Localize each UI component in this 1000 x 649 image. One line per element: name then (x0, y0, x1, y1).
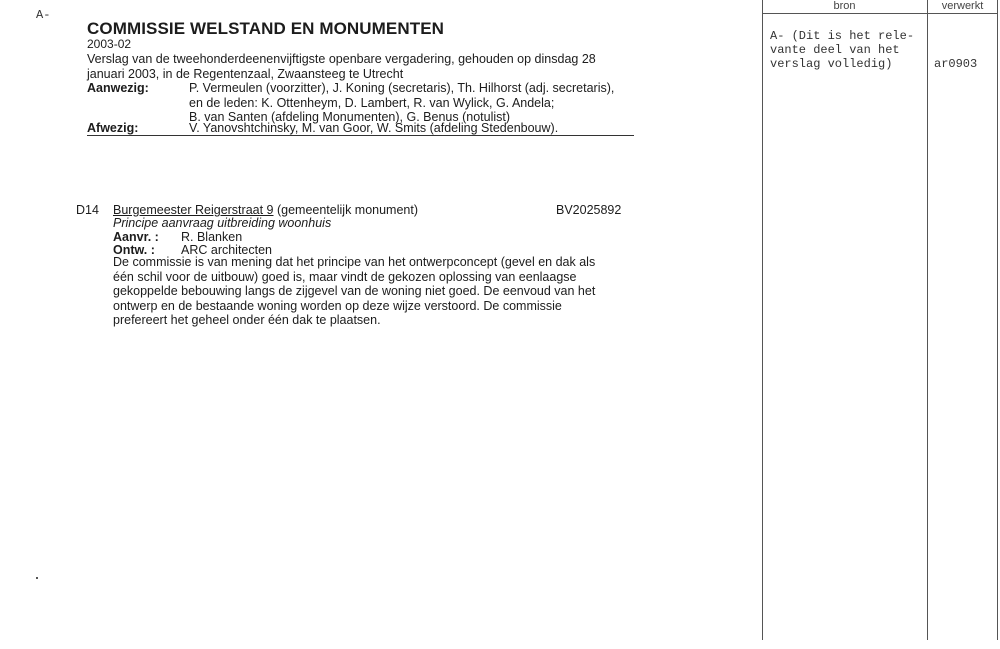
advice-line: De commissie is van mening dat het principe van het ontwerpconcept (gevel en dak als (113, 255, 596, 269)
absent-label: Afwezig: (87, 121, 139, 135)
document-title: COMMISSIE WELSTAND EN MONUMENTEN (87, 19, 445, 38)
present-line: en de leden: K. Ottenheym, D. Lambert, R. van Wylick, G. Andela; (189, 95, 555, 110)
column-header-processed: verwerkt (941, 0, 984, 12)
applicant-value: R. Blanken (181, 230, 243, 244)
item-code: D14 (76, 203, 99, 217)
source-note (770, 29, 925, 71)
advice-line: prefereert het geheel onder één dak te plaatsen. (113, 313, 381, 328)
source-note-line: verslag volledig) (770, 57, 893, 71)
present-line: P. Vermeulen (voorzitter), J. Koning (secretaris), Th. Hilhorst (adj. secretaris), (189, 81, 615, 95)
item-address (113, 203, 418, 217)
item-advice-text (113, 255, 618, 328)
processed-code: ar0903 (934, 57, 978, 71)
sidebar-left-rule (762, 0, 763, 640)
applicant-label: Aanvr. : (113, 230, 159, 244)
present-list (189, 81, 639, 125)
designer-label: Ontw. : (113, 243, 155, 257)
sidebar-middle-rule (927, 0, 928, 640)
designer-value: ARC architecten (181, 243, 273, 257)
file-number: BV2025892 (556, 203, 622, 217)
address-link: Burgemeester Reigerstraat 9 (113, 203, 274, 217)
present-line: B. van Santen (afdeling Monumenten), G. Benus (notulist) (189, 110, 511, 124)
source-note-line: A- (Dit is het rele- (770, 29, 915, 43)
sidebar-header-rule (762, 13, 998, 14)
header-divider (87, 135, 634, 136)
column-header-source: bron (833, 0, 856, 12)
present-label: Aanwezig: (87, 81, 149, 95)
meeting-id: 2003-02 (87, 37, 132, 51)
absent-list: V. Yanovshtchinsky, M. van Goor, W. Smits (afdeling Stedenbouw). (189, 121, 559, 135)
sidebar-right-rule (997, 0, 998, 640)
advice-line: één schil voor de uitbouw) goed is, maar vindt de gekozen oplossing van eenlaagse (113, 269, 577, 284)
advice-line: ontwerp en de bestaande woning worden op deze wijze verstoord. De commissie (113, 298, 562, 313)
report-description: Verslag van de tweehonderdeenenvijftigste openbare vergadering, gehouden op dinsdag 28 januari 2003, in de Regentenzaal, Zwaansteeg te Utrecht (87, 52, 596, 81)
address-note: (gemeentelijk monument) (273, 203, 419, 217)
corner-mark: A- (36, 8, 51, 22)
advice-line: gekoppelde bebouwing langs de zijgevel van de woning niet goed. De eenvoud van het (113, 284, 596, 299)
source-note-line: vante deel van het (770, 43, 900, 57)
item-subject: Principe aanvraag uitbreiding woonhuis (113, 216, 332, 230)
scan-speck (36, 577, 38, 579)
